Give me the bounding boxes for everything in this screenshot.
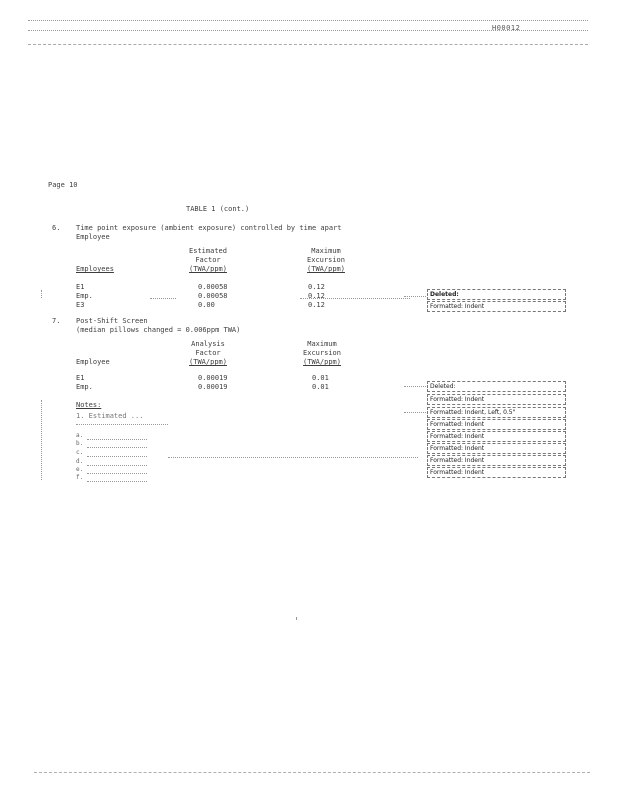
section-6-row-header: Employees (76, 265, 114, 273)
row-label: E1 (76, 283, 85, 291)
col2-header-line2: Excursion (303, 349, 341, 357)
comment-balloon[interactable]: Formatted: Indent (427, 394, 566, 405)
list-item-label: f. (76, 474, 84, 481)
notes-line-1: 1. Estimated ... (76, 412, 144, 420)
comment-connector (404, 296, 426, 297)
leader-line (76, 424, 168, 425)
row-value-2: 0.12 (308, 301, 325, 309)
leader-line (168, 457, 418, 458)
table-row (76, 292, 356, 301)
col1-header-line1: Analysis (191, 340, 225, 348)
notes-heading: Notes: (76, 401, 102, 409)
comment-balloon[interactable]: Formatted: Indent (427, 443, 566, 454)
section-7-col1-header (185, 340, 231, 367)
comment-balloon[interactable]: Formatted: Indent (427, 467, 566, 478)
list-item (76, 440, 147, 448)
table-row (76, 383, 356, 392)
col2-header-line3: (TWA/ppm) (303, 358, 341, 366)
comment-balloon[interactable]: Formatted: Indent, Left, 0.5" (427, 407, 566, 418)
section-6-col1-header (185, 247, 231, 274)
row-value-2: 0.01 (312, 374, 329, 382)
table-row (76, 301, 356, 310)
comment-balloon[interactable]: Deleted: (427, 381, 566, 392)
table-row (76, 283, 356, 292)
list-item-label: d. (76, 458, 84, 465)
section-7-number: 7. (52, 317, 61, 325)
list-item-label: c. (76, 449, 84, 456)
row-value-1: 0.00058 (198, 292, 228, 300)
leader-line (300, 298, 410, 299)
col1-header-line2: Factor (195, 256, 221, 264)
list-item (76, 466, 147, 474)
row-value-2: 0.12 (308, 283, 325, 291)
list-item-label: e. (76, 466, 84, 473)
comment-balloon[interactable]: Formatted: Indent (427, 419, 566, 430)
change-bar (41, 290, 42, 298)
row-value-1: 0.00019 (198, 374, 228, 382)
page-label: Page 10 (48, 181, 78, 189)
comment-balloon[interactable]: Deleted: (427, 289, 566, 300)
row-label: E1 (76, 374, 85, 382)
row-value-1: 0.00058 (198, 283, 228, 291)
comment-balloon[interactable]: Formatted: Indent (427, 455, 566, 466)
stray-mark (296, 617, 297, 620)
list-item-label: b. (76, 440, 84, 447)
col1-header-line3: (TWA/ppm) (189, 358, 227, 366)
header-rule-3 (28, 44, 588, 45)
comment-connector (404, 386, 426, 387)
row-value-1: 0.00019 (198, 383, 228, 391)
col2-header-line3: (TWA/ppm) (307, 265, 345, 273)
comment-balloon[interactable]: Formatted: Indent (427, 431, 566, 442)
row-label: Emp. (76, 292, 93, 300)
row-value-2: 0.12 (308, 292, 325, 300)
section-7-heading: Post-Shift Screen (76, 317, 148, 325)
list-item (76, 432, 147, 440)
leader-line (150, 298, 176, 299)
col2-header-line1: Maximum (311, 247, 341, 255)
section-6-number: 6. (52, 224, 61, 232)
col2-header-line1: Maximum (307, 340, 337, 348)
list-item (76, 458, 147, 466)
section-6-col2-header (300, 247, 352, 274)
list-item (76, 474, 147, 482)
col2-header-line2: Excursion (307, 256, 345, 264)
list-item (76, 449, 147, 457)
row-value-1: 0.00 (198, 301, 215, 309)
table-title: TABLE 1 (cont.) (186, 205, 250, 213)
section-6-heading: Time point exposure (ambient exposure) controlled by time apart (76, 224, 342, 232)
col1-header-line1: Estimated (189, 247, 227, 255)
row-label: Emp. (76, 383, 93, 391)
comment-connector (404, 412, 426, 413)
change-bar (41, 400, 42, 480)
list-item-label: a. (76, 432, 84, 439)
footer-rule (34, 772, 590, 773)
section-7-subheading: (median pillows changed = 0.006ppm TWA) (76, 326, 241, 334)
row-label: E3 (76, 301, 85, 309)
col1-header-line2: Factor (195, 349, 221, 357)
col1-header-line3: (TWA/ppm) (189, 265, 227, 273)
header-rule-1 (28, 20, 588, 21)
section-7-row-header: Employee (76, 358, 110, 366)
section-7-col2-header (296, 340, 348, 367)
comment-balloon[interactable]: Formatted: Indent (427, 301, 566, 312)
table-row (76, 374, 356, 383)
section-6-subheading: Employee (76, 233, 110, 241)
row-value-2: 0.01 (312, 383, 329, 391)
header-doc-id: H00012 (492, 24, 521, 32)
